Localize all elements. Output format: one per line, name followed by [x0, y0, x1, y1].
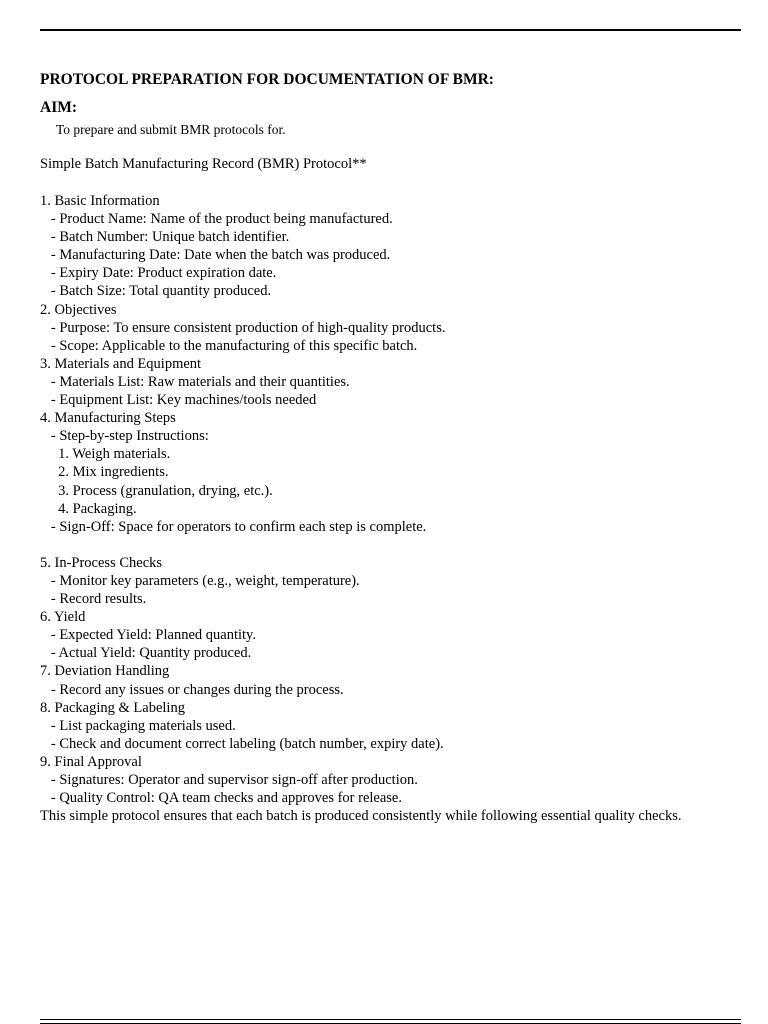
aim-label: AIM: — [40, 99, 78, 116]
body-line: - Equipment List: Key machines/tools needed — [40, 392, 317, 409]
body-line: - Expected Yield: Planned quantity. — [40, 627, 256, 644]
document-heading: PROTOCOL PREPARATION FOR DOCUMENTATION OF BMR: — [40, 71, 494, 88]
body-line: 8. Packaging & Labeling — [40, 699, 185, 716]
body-line: - Signatures: Operator and supervisor sign-off after production. — [40, 772, 418, 788]
aim-text: To prepare and submit BMR protocols for. — [56, 122, 286, 137]
body-line: 7. Deviation Handling — [40, 663, 170, 680]
body-line: - Scope: Applicable to the manufacturing of this specific batch. — [40, 337, 418, 354]
body-line: - Monitor key parameters (e.g., weight, temperature). — [40, 572, 360, 589]
protocol-subtitle: Simple Batch Manufacturing Record (BMR) Protocol** — [40, 156, 367, 172]
body-line: 3. Materials and Equipment — [40, 355, 202, 372]
body-line: - List packaging materials used. — [40, 717, 236, 734]
body-line: - Purpose: To ensure consistent production of high-quality products. — [40, 319, 446, 336]
body-line: - Product Name: Name of the product being manufactured. — [40, 211, 393, 228]
body-line: - Materials List: Raw materials and their quantities. — [40, 373, 350, 390]
body-line: - Record any issues or changes during the process. — [40, 681, 344, 698]
body-line: 5. In-Process Checks — [40, 554, 163, 571]
body-line: - Batch Number: Unique batch identifier. — [40, 229, 290, 246]
body-line: 1. Basic Information — [40, 193, 160, 209]
body-line: 9. Final Approval — [40, 753, 142, 770]
body-line: - Actual Yield: Quantity produced. — [40, 645, 252, 662]
body-line: 2. Objectives — [40, 301, 117, 318]
body-line: 3. Process (granulation, drying, etc.). — [40, 482, 273, 499]
body-line: 2. Mix ingredients. — [40, 464, 169, 481]
body-line: 1. Weigh materials. — [40, 446, 171, 463]
body-line: - Manufacturing Date: Date when the batch was produced. — [40, 247, 391, 264]
body-line: - Record results. — [40, 591, 147, 608]
bottom-rule — [40, 1019, 741, 1024]
body-line: 4. Packaging. — [40, 500, 137, 517]
body-line: - Batch Size: Total quantity produced. — [40, 283, 272, 300]
body-line: - Check and document correct labeling (batch number, expiry date). — [40, 735, 444, 752]
body-line: 6. Yield — [40, 609, 86, 626]
body-line: - Step-by-step Instructions: — [40, 428, 209, 445]
body-line: - Quality Control: QA team checks and approves for release. — [40, 790, 402, 807]
body-line: 4. Manufacturing Steps — [40, 410, 176, 427]
body-line — [40, 536, 681, 554]
body-line: This simple protocol ensures that each batch is produced consistently while following essential quality checks. — [40, 808, 682, 825]
top-rule — [40, 29, 741, 31]
body-line: - Sign-Off: Space for operators to confirm each step is complete. — [40, 518, 427, 535]
protocol-body — [40, 192, 681, 825]
body-line: - Expiry Date: Product expiration date. — [40, 265, 277, 282]
